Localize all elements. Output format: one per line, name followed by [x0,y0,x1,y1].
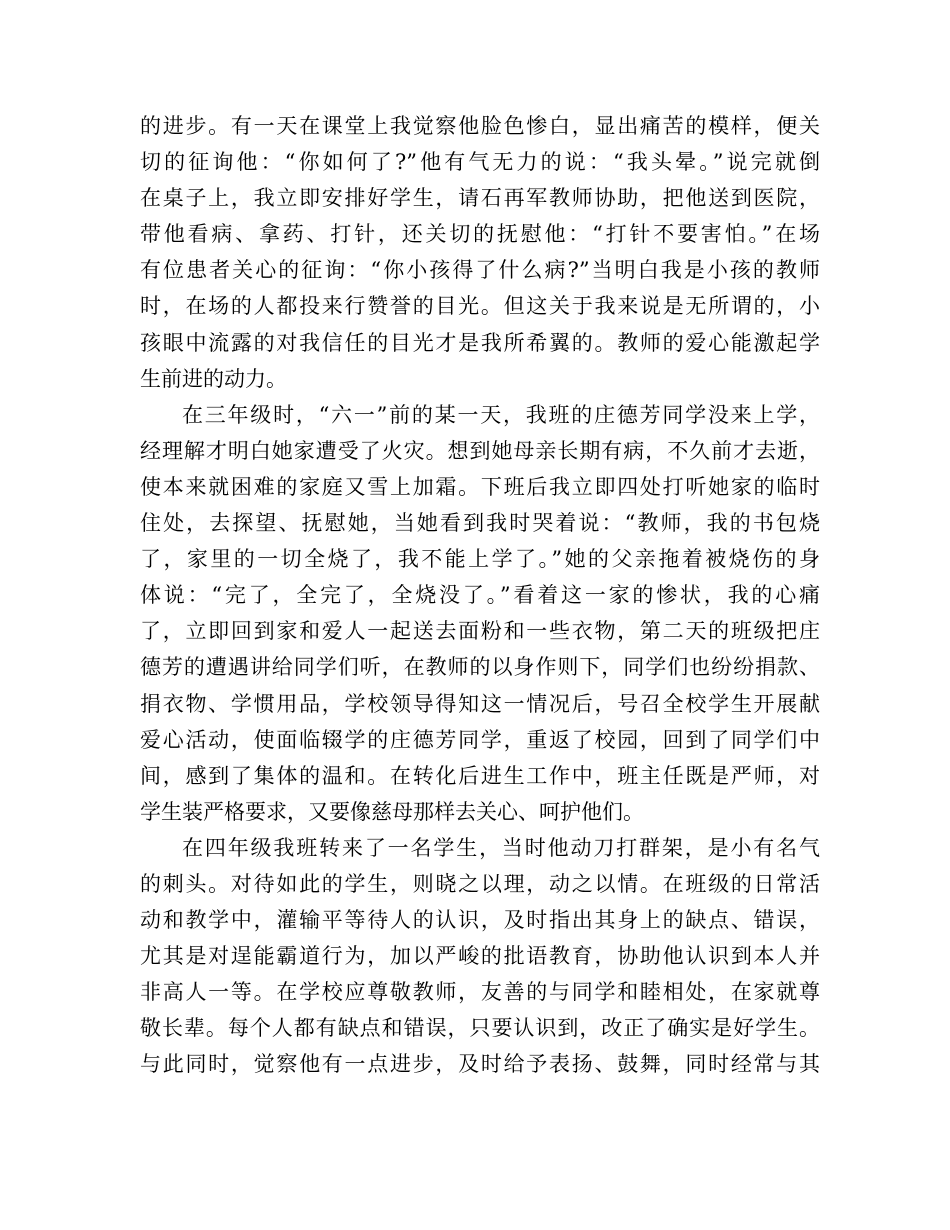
text-line: 在四年级我班转来了一名学生，当时他动刀打群架，是小有名气 [182,835,820,860]
text-line: 尤其是对逞能霸道行为，加以严峻的批语教育，协助他认识到本人并 [140,944,820,969]
text-line: 爱心活动，使面临辍学的庄德芳同学，重返了校园，回到了同学们中 [140,727,820,752]
text-line: 敬长辈。每个人都有缺点和错误，只要认识到，改正了确实是好学生。 [140,1016,820,1041]
text-line: 孩眼中流露的对我信任的目光才是我所希翼的。教师的爱心能激起学 [140,330,820,355]
text-line: 动和教学中，灌输平等待人的认识，及时指出其身上的缺点、错误， [140,908,820,933]
text-line: 住处，去探望、抚慰她，当她看到我时哭着说：“教师，我的书包烧 [140,511,820,536]
text-line: 间，感到了集体的温和。在转化后进生工作中，班主任既是严师，对 [140,763,820,788]
text-line: 在桌子上，我立即安排好学生，请石再军教师协助，把他送到医院， [140,186,820,211]
text-line: 与此同时，觉察他有一点进步，及时给予表扬、鼓舞，同时经常与其 [140,1052,820,1077]
body-text [140,108,820,1083]
text-line: 时，在场的人都投来行赞誉的目光。但这关于我来说是无所谓的，小 [140,294,820,319]
text-line: 了，家里的一切全烧了，我不能上学了。”她的父亲拖着被烧伤的身 [140,547,820,572]
text-line: 学生装严格要求，又要像慈母那样去关心、呵护他们。 [140,799,644,824]
text-line: 非高人一等。在学校应尊敬教师，友善的与同学和睦相处，在家就尊 [140,980,820,1005]
text-line: 有位患者关心的征询：“你小孩得了什么病?”当明白我是小孩的教师 [140,258,820,283]
text-line: 切的征询他：“你如何了?”他有气无力的说：“我头晕。”说完就倒 [140,150,820,175]
text-line: 体说：“完了，全完了，全烧没了。”看着这一家的惨状，我的心痛 [140,583,820,608]
text-line: 在三年级时，“六一”前的某一天，我班的庄德芳同学没来上学， [182,402,820,427]
text-line: 使本来就困难的家庭又雪上加霜。下班后我立即四处打听她家的临时 [140,474,820,499]
text-line: 生前进的动力。 [140,366,287,391]
text-line: 了，立即回到家和爱人一起送去面粉和一些衣物，第二天的班级把庄 [140,619,820,644]
paragraph [140,397,820,830]
paragraph [140,830,820,1083]
text-line: 经理解才明白她家遭受了火灾。想到她母亲长期有病，不久前才去逝， [140,438,820,463]
paragraph [140,108,820,397]
text-line: 德芳的遭遇讲给同学们听，在教师的以身作则下，同学们也纷纷捐款、 [140,655,820,680]
text-line: 的刺头。对待如此的学生，则晓之以理，动之以情。在班级的日常活 [140,871,820,896]
text-line: 的进步。有一天在课堂上我觉察他脸色惨白，显出痛苦的模样，便关 [140,114,820,138]
text-line: 带他看病、拿药、打针，还关切的抚慰他：“打针不要害怕。”在场 [140,222,820,247]
text-line: 捐衣物、学惯用品，学校领导得知这一情况后，号召全校学生开展献 [140,691,820,716]
